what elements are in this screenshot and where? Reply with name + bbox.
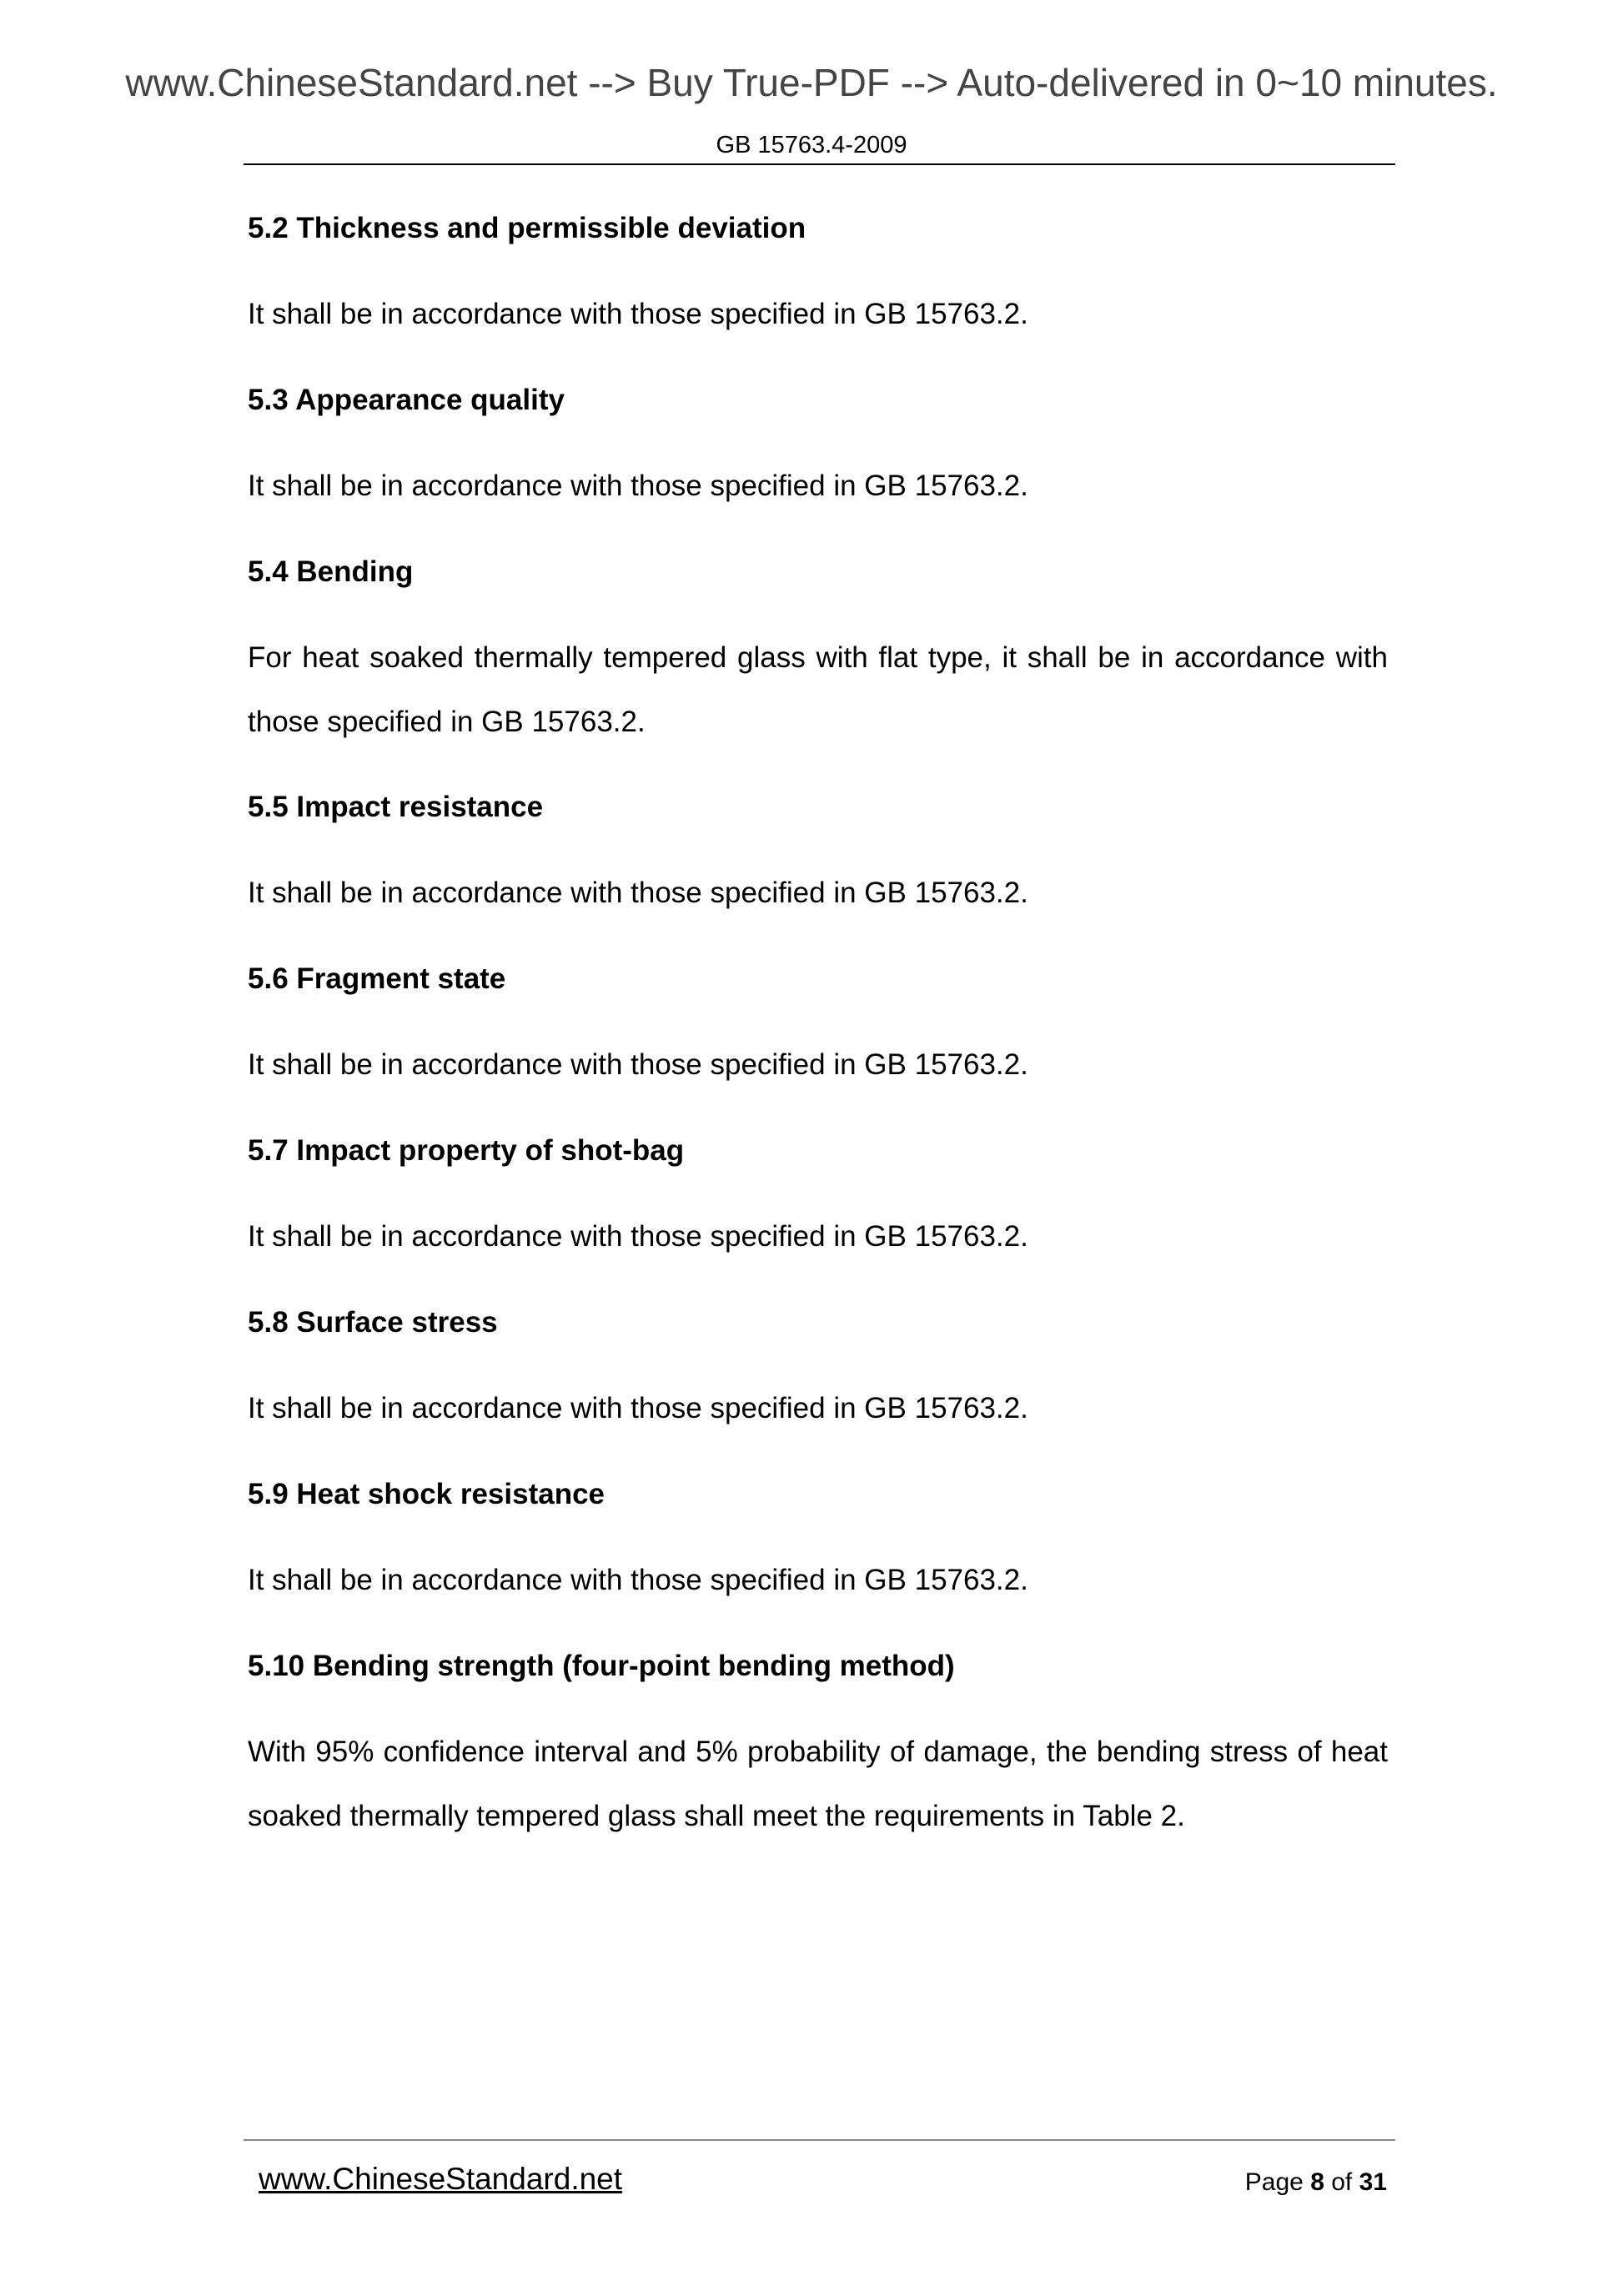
section-5-8 [248, 1301, 1388, 1430]
section-paragraph: It shall be in accordance with those specified in GB 15763.2. [248, 877, 1028, 909]
section-5-5 [248, 786, 1388, 915]
page-prefix: Page [1244, 2168, 1304, 2196]
section-heading: 5.2 Thickness and permissible deviation [248, 212, 806, 244]
section-5-7 [248, 1129, 1388, 1259]
section-5-6 [248, 957, 1388, 1087]
footer-divider [244, 2139, 1395, 2141]
page-current: 8 [1310, 2168, 1324, 2196]
page-number [1245, 2168, 1387, 2197]
section-heading: 5.3 Appearance quality [248, 384, 565, 416]
section-paragraph: It shall be in accordance with those specified in GB 15763.2. [248, 1048, 1028, 1081]
section-paragraph: With 95% confidence interval and 5% probability of damage, the bending stress of heat soaked thermally tempered glass shall meet the requirements in Table 2. [248, 1736, 1388, 1832]
section-paragraph: It shall be in accordance with those specified in GB 15763.2. [248, 470, 1028, 502]
document-code: GB 15763.4-2009 [716, 132, 907, 158]
site-banner: www.ChineseStandard.net --> Buy True-PDF --> Auto-delivered in 0~10 minutes. [125, 61, 1498, 104]
page-total: 31 [1359, 2168, 1387, 2196]
section-heading: 5.6 Fragment state [248, 962, 506, 995]
section-5-2 [248, 207, 1388, 336]
section-5-3 [248, 379, 1388, 508]
section-paragraph: It shall be in accordance with those specified in GB 15763.2. [248, 1220, 1028, 1253]
section-heading: 5.8 Surface stress [248, 1306, 498, 1339]
section-5-4 [248, 550, 1388, 754]
section-heading: 5.10 Bending strength (four-point bending method) [248, 1650, 955, 1682]
section-paragraph: It shall be in accordance with those specified in GB 15763.2. [248, 1564, 1028, 1596]
section-paragraph: It shall be in accordance with those specified in GB 15763.2. [248, 298, 1028, 330]
section-heading: 5.7 Impact property of shot-bag [248, 1134, 685, 1167]
page-of: of [1331, 2168, 1353, 2196]
section-heading: 5.5 Impact resistance [248, 791, 544, 823]
section-5-10 [248, 1645, 1388, 1848]
section-5-9 [248, 1473, 1388, 1602]
header-divider [244, 163, 1395, 165]
section-paragraph: For heat soaked thermally tempered glass with flat type, it shall be in accordance with those specified in GB 15763.2. [248, 641, 1388, 738]
section-heading: 5.4 Bending [248, 555, 414, 588]
section-heading: 5.9 Heat shock resistance [248, 1478, 605, 1510]
section-paragraph: It shall be in accordance with those specified in GB 15763.2. [248, 1392, 1028, 1424]
document-body [248, 207, 1388, 1848]
footer-website-link[interactable]: www.ChineseStandard.net [259, 2162, 623, 2196]
